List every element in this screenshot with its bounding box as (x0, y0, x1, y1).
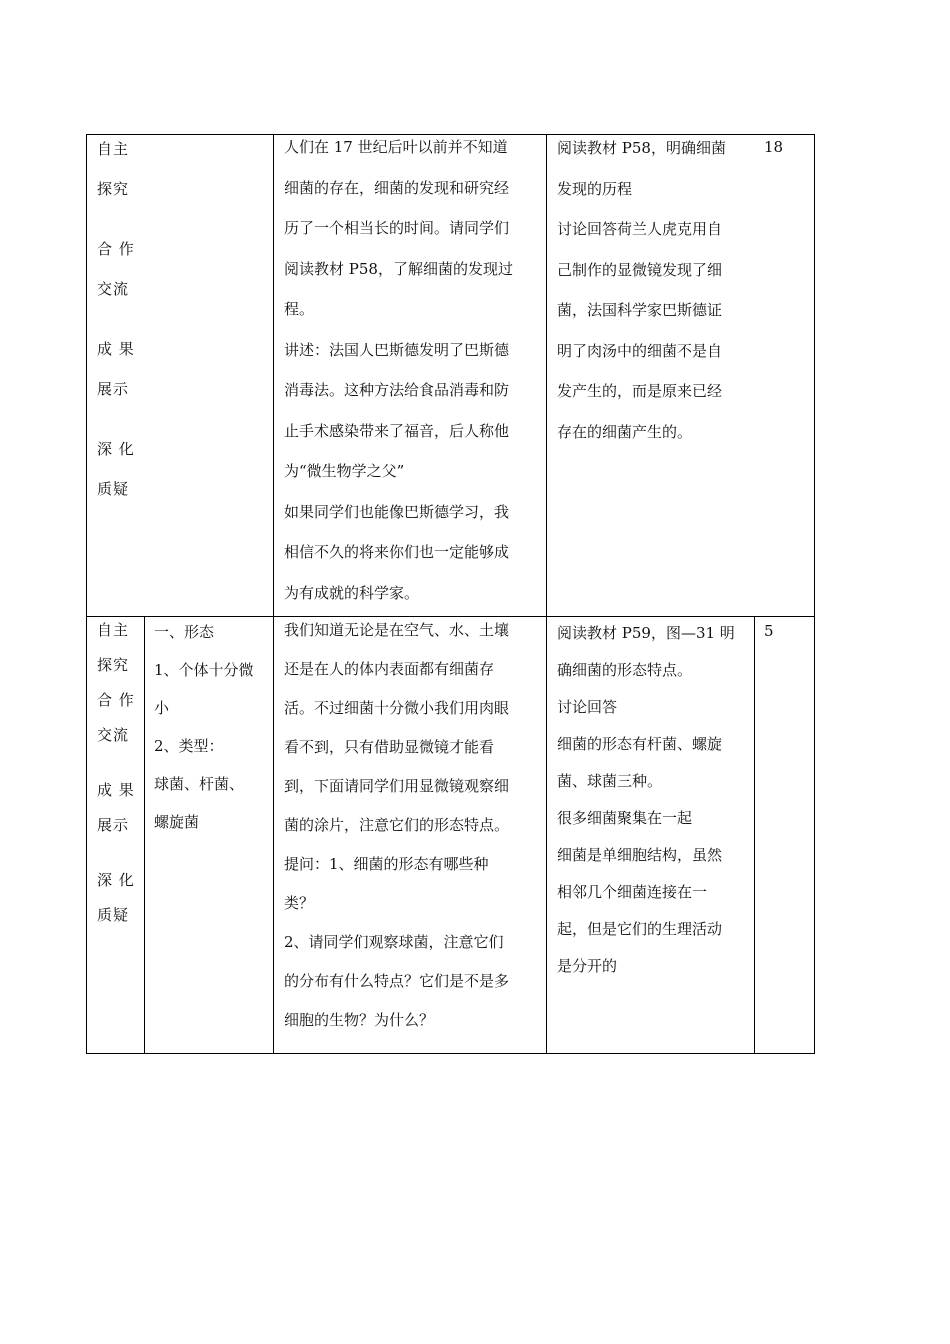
col-divider (273, 135, 274, 1053)
stage-label: 交流 (97, 726, 130, 744)
text-line: 细菌的存在，细菌的发现和研究经 (284, 178, 510, 197)
text-line: 讨论回答 (557, 698, 618, 716)
row1-teacher-cell (284, 127, 546, 613)
stage-label: 深 化 (97, 871, 135, 889)
stage-label: 探究 (97, 180, 130, 198)
text-line: 人们在 17 世纪后叶以前并不知道 (284, 138, 508, 156)
stage-label: 合 作 (97, 240, 135, 258)
text-line: 发产生的，而是原来已经 (557, 382, 723, 400)
row1-stage-cell (97, 129, 147, 509)
text-line: 止手术感染带来了福音，后人称他 (284, 421, 510, 440)
row2-stage-cell (97, 613, 143, 933)
text-line: 2、请同学们观察球菌，注意它们 (284, 933, 504, 951)
text-line: 如果同学们也能像巴斯德学习，我 (284, 502, 510, 521)
text-line: 还是在人的体内表面都有细菌存 (284, 660, 495, 678)
text-line: 类？ (284, 894, 315, 912)
row1-time-cell (764, 127, 808, 168)
lesson-plan-table (86, 134, 815, 1054)
text-line: 到，下面请同学们用显微镜观察细 (284, 777, 510, 795)
stage-label: 自主 (97, 140, 130, 158)
text-line: 我们知道无论是在空气、水、土壤 (284, 621, 510, 639)
row1-student-cell (557, 128, 757, 452)
text-line: 阅读教材 P58，明确细菌 (557, 139, 726, 157)
text-line: 细菌是单细胞结构，虽然 (557, 846, 723, 864)
col-divider (546, 135, 547, 1053)
text-line: 提问：1、细菌的形态有哪些种 (284, 855, 489, 873)
text-line: 消毒法。这种方法给食品消毒和防 (284, 381, 510, 399)
text-line: 小 (154, 699, 170, 717)
text-line: 确细菌的形态特点。 (557, 661, 693, 679)
text-line: 一、形态 (154, 623, 215, 641)
text-line: 相信不久的将来你们也一定能够成 (284, 543, 510, 561)
row2-teacher-cell (284, 611, 546, 1040)
text-line: 2、类型： (154, 737, 224, 755)
text-line: 球菌、杆菌、 (154, 775, 245, 793)
text-line: 细菌的形态有杆菌、螺旋 (557, 735, 723, 753)
text-line: 发现的历程 (557, 179, 633, 198)
stage-label: 合 作 (97, 691, 135, 709)
stage-label: 质疑 (97, 480, 130, 498)
stage-label: 深 化 (97, 440, 135, 458)
row2-student-cell (557, 615, 757, 985)
text-line: 阅读教材 P59，图—31 明 (557, 624, 735, 642)
stage-label: 自主 (97, 621, 130, 639)
row2-content-cell (154, 613, 272, 841)
text-line: 为有成就的科学家。 (284, 583, 420, 602)
stage-label: 展示 (97, 816, 130, 834)
text-line: 菌、球菌三种。 (557, 772, 663, 790)
stage-label: 探究 (97, 656, 130, 674)
stage-label: 交流 (97, 280, 130, 298)
stage-label: 展示 (97, 380, 130, 398)
text-line: 讨论回答荷兰人虎克用自 (557, 220, 723, 238)
stage-label: 质疑 (97, 906, 130, 924)
stage-label: 成 果 (97, 781, 135, 799)
text-line: 螺旋菌 (154, 813, 200, 831)
text-line: 明了肉汤中的细菌不是自 (557, 341, 723, 360)
text-line: 程。 (284, 300, 315, 318)
text-line: 看不到，只有借助显微镜才能看 (284, 738, 495, 756)
text-line: 活。不过细菌十分微小我们用肉眼 (284, 699, 510, 717)
text-line: 很多细菌聚集在一起 (557, 809, 693, 827)
col-divider (144, 616, 145, 1053)
time-value: 18 (764, 138, 784, 156)
text-line: 己制作的显微镜发现了细 (557, 260, 723, 279)
text-line: 阅读教材 P58，了解细菌的发现过 (284, 259, 513, 278)
text-line: 是分开的 (557, 957, 618, 975)
text-line: 菌的涂片，注意它们的形态特点。 (284, 816, 510, 834)
text-line: 存在的细菌产生的。 (557, 422, 693, 441)
text-line: 讲述：法国人巴斯德发明了巴斯德 (284, 340, 510, 359)
stage-label: 成 果 (97, 340, 135, 358)
text-line: 起，但是它们的生理活动 (557, 920, 723, 938)
text-line: 菌，法国科学家巴斯德证 (557, 301, 723, 319)
text-line: 历了一个相当长的时间。请同学们 (284, 219, 510, 237)
text-line: 相邻几个细菌连接在一 (557, 883, 708, 901)
text-line: 细胞的生物？为什么？ (284, 1011, 435, 1029)
row2-time-cell (764, 613, 808, 649)
text-line: 的分布有什么特点？它们是不是多 (284, 972, 510, 990)
time-value: 5 (764, 622, 774, 640)
text-line: 为“微生物学之父” (284, 462, 405, 480)
text-line: 1、个体十分微 (154, 661, 254, 679)
